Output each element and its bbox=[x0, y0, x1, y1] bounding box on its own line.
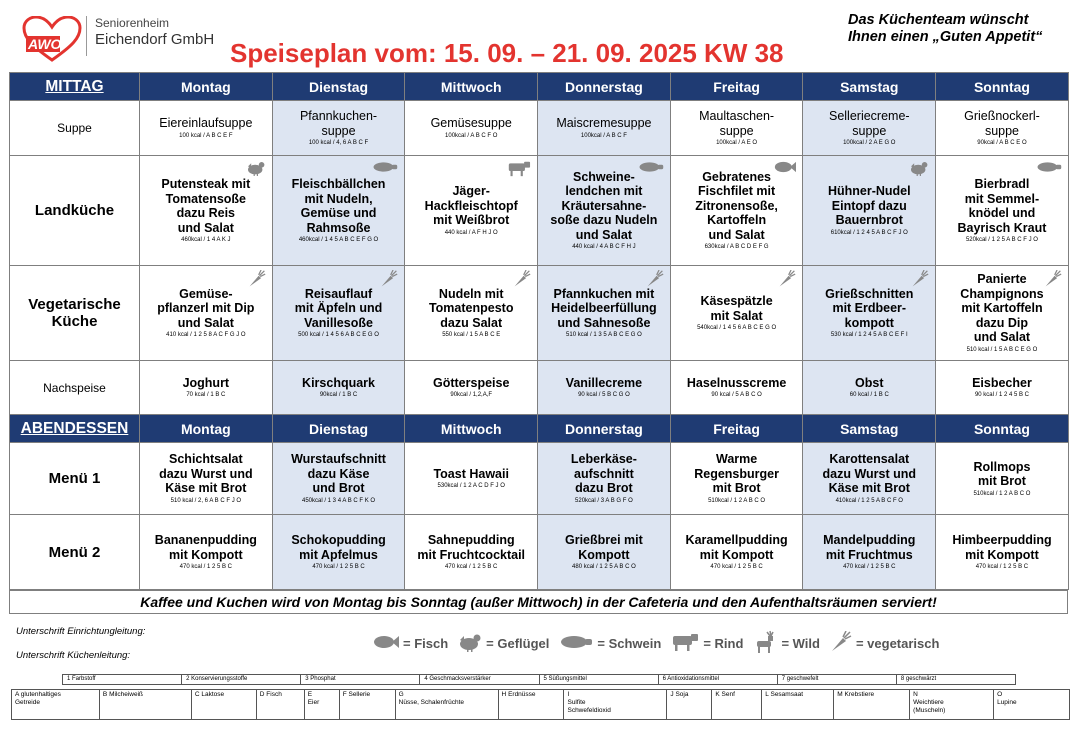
additive-item: 7 geschwefelt bbox=[778, 675, 897, 684]
dish-nutrition-info: 540kcal / 1 4 5 6 A B C E G O bbox=[697, 325, 777, 331]
menu-cell-suppe-donnerstag bbox=[538, 101, 671, 156]
awo-logo bbox=[22, 16, 82, 67]
menu-cell-nachspeise-dienstag bbox=[272, 361, 405, 415]
allergen-code: E bbox=[307, 691, 313, 698]
dish-name: Maiscremesuppe bbox=[556, 116, 652, 131]
allergen-item bbox=[762, 690, 834, 719]
org-line2: Eichendorf GmbH bbox=[95, 31, 215, 48]
menu-cell-landkueche-donnerstag bbox=[538, 156, 671, 266]
dish-nutrition-info: 90 kcal / 5 B C G O bbox=[578, 392, 630, 399]
dish-nutrition-info: 460kcal / 1 4 5 A B C E F G O bbox=[298, 237, 379, 243]
fish-icon bbox=[774, 160, 796, 174]
dish-name: Hühner-Nudel Eintopf dazu Bauernbrot bbox=[827, 184, 911, 228]
dish-nutrition-info: 100kcal / A E O bbox=[716, 140, 758, 146]
dish-name: Eiereinlaufsuppe bbox=[159, 116, 253, 131]
day-header-dienstag: Dienstag bbox=[272, 73, 405, 101]
header-row-mittag bbox=[10, 73, 1069, 101]
chicken-icon bbox=[246, 160, 266, 176]
day-header-freitag: Freitag bbox=[670, 415, 803, 443]
dish-nutrition-info: 470 kcal / 1 2 5 B C bbox=[975, 564, 1029, 570]
dish-name: Grießnockerl- suppe bbox=[964, 109, 1040, 138]
allergen-name: Fisch bbox=[266, 691, 282, 698]
dish-name: Bierbradl mit Semmel- knödel und Bayrisch Kraut bbox=[957, 177, 1047, 235]
menu-cell-menue1-sonntag bbox=[936, 443, 1069, 515]
greeting-line2: Ihnen einen „Guten Appetit“ bbox=[848, 29, 1043, 45]
allergen-name: Soja bbox=[675, 691, 689, 698]
menu-table bbox=[9, 72, 1069, 590]
allergen-name: Sesamsaat bbox=[770, 691, 804, 698]
menu-row-nachspeise bbox=[10, 361, 1069, 415]
allergen-name: Sellerie bbox=[348, 691, 371, 698]
deer-icon bbox=[753, 630, 777, 657]
dish-name: Sahnepudding mit Fruchtcocktail bbox=[417, 533, 526, 562]
allergen-name: Krebstiere bbox=[844, 691, 875, 698]
dish-nutrition-info: 470 kcal / 1 2 5 B C bbox=[445, 564, 498, 570]
dish-nutrition-info: 100kcal / 2 A E G O bbox=[843, 140, 896, 146]
menu-cell-nachspeise-mittwoch bbox=[405, 361, 538, 415]
legend-poultry: = Geflügel bbox=[458, 632, 549, 655]
day-header-sonntag: Sonntag bbox=[936, 415, 1069, 443]
menu-cell-vegetarisch-mittwoch bbox=[405, 266, 538, 361]
dish-nutrition-info: 530kcal / 1 2 A C D F J O bbox=[437, 483, 505, 490]
menu-cell-menue1-donnerstag bbox=[538, 443, 671, 515]
dish-name: Warme Regensburger mit Brot bbox=[694, 452, 779, 496]
dish-name: Karottensalat dazu Wurst und Käse mit Brot bbox=[822, 452, 917, 496]
dish-nutrition-info: 90kcal / A B C E O bbox=[977, 140, 1027, 146]
dish-name: Eisbecher bbox=[972, 375, 1032, 390]
organization-name bbox=[86, 16, 214, 56]
row-label-nachspeise: Nachspeise bbox=[10, 361, 140, 415]
dish-name: Kirschquark bbox=[302, 375, 375, 390]
dish-nutrition-info: 550 kcal / 1 5 A B C E bbox=[442, 332, 501, 339]
menu-cell-landkueche-montag bbox=[140, 156, 273, 266]
dish-name: Grießschnitten mit Erdbeer- kompott bbox=[825, 286, 914, 330]
dish-nutrition-info: 530 kcal / 1 2 4 5 A B C E F I bbox=[830, 332, 908, 339]
dish-name: Putensteak mit Tomatensoße dazu Reis und Salat bbox=[161, 177, 251, 235]
menu-cell-menue1-samstag bbox=[803, 443, 936, 515]
menu-cell-landkueche-dienstag bbox=[272, 156, 405, 266]
dish-nutrition-info: 610kcal / 1 2 4 5 A B C F J O bbox=[830, 229, 908, 236]
allergen-item bbox=[834, 690, 910, 719]
menu-cell-menue2-montag bbox=[140, 515, 273, 590]
section-label-mittag: MITTAG bbox=[10, 73, 140, 101]
allergen-code: L bbox=[765, 691, 769, 698]
signature-facility: Unterschrift Einrichtungleitung: bbox=[16, 626, 146, 637]
menu-cell-menue2-samstag bbox=[803, 515, 936, 590]
menu-cell-suppe-dienstag bbox=[272, 101, 405, 156]
menu-cell-menue1-dienstag bbox=[272, 443, 405, 515]
chicken-icon bbox=[909, 160, 929, 176]
allergen-code: F bbox=[342, 691, 347, 698]
pig-icon bbox=[559, 634, 593, 653]
dish-nutrition-info: 100 kcal / A B C E F bbox=[179, 132, 233, 139]
menu-row-suppe bbox=[10, 101, 1069, 156]
chicken-icon bbox=[458, 632, 482, 655]
dish-nutrition-info: 470 kcal / 1 2 5 B C bbox=[179, 564, 233, 570]
menu-cell-suppe-montag bbox=[140, 101, 273, 156]
dish-nutrition-info: 510 kcal / 1 5 A B C E G O bbox=[966, 346, 1038, 353]
dish-nutrition-info: 520kcal / 1 2 5 A B C F J O bbox=[965, 237, 1038, 243]
dish-name: Gebratenes Fischfilet mit Zitronensoße, Kartoffeln und Salat bbox=[695, 169, 778, 242]
allergen-item bbox=[257, 690, 305, 719]
greeting-line1: Das Küchenteam wünscht bbox=[848, 12, 1029, 28]
allergen-item bbox=[340, 690, 396, 719]
dish-nutrition-info: 90kcal / 1 B C bbox=[319, 392, 358, 399]
additive-item: 8 geschwärzt bbox=[900, 676, 937, 682]
carrot-icon bbox=[646, 270, 664, 288]
menu-row-menue1 bbox=[10, 443, 1069, 515]
section-label-abendessen: ABENDESSEN bbox=[10, 415, 140, 443]
menu-cell-menue1-mittwoch bbox=[405, 443, 538, 515]
dish-name: Nudeln mit Tomatenpesto dazu Salat bbox=[428, 286, 514, 330]
dish-name: Pfannkuchen- suppe bbox=[299, 109, 378, 138]
menu-cell-menue1-montag bbox=[140, 443, 273, 515]
allergen-code: A bbox=[15, 691, 19, 698]
dish-nutrition-info: 70 kcal / 1 B C bbox=[186, 392, 226, 399]
allergen-name: Laktose bbox=[201, 691, 225, 698]
additive-item: 6 Antioxidationsmittel bbox=[659, 675, 778, 684]
day-header-mittwoch: Mittwoch bbox=[405, 73, 538, 101]
dish-name: Toast Hawaii bbox=[433, 466, 509, 481]
allergen-item bbox=[994, 690, 1069, 719]
allergen-item bbox=[910, 690, 994, 719]
day-header-mittwoch: Mittwoch bbox=[405, 415, 538, 443]
dish-nutrition-info: 510 kcal / 1 3 5 A B C E G O bbox=[566, 332, 642, 339]
dish-name: Reisauflauf mit Äpfeln und Vanillesoße bbox=[294, 286, 383, 330]
dish-nutrition-info: 510kcal / 1 2 A B C O bbox=[708, 497, 766, 504]
dish-nutrition-info: 470 kcal / 1 2 5 B C bbox=[312, 564, 365, 570]
dish-nutrition-info: 100kcal / A B C F bbox=[580, 132, 627, 139]
dish-nutrition-info: 510kcal / 1 2 A B C O bbox=[973, 490, 1031, 497]
dish-name: Obst bbox=[855, 375, 884, 390]
allergen-code: N bbox=[913, 691, 918, 698]
allergen-item bbox=[396, 690, 499, 719]
menu-row-menue2 bbox=[10, 515, 1069, 590]
dish-name: Götterspeise bbox=[433, 375, 510, 390]
allergen-code: D bbox=[259, 691, 265, 698]
dish-name: Pfannkuchen mit Heidelbeerfüllung und Sahnesoße bbox=[551, 286, 657, 330]
menu-cell-nachspeise-sonntag bbox=[936, 361, 1069, 415]
row-label-vegetarisch: Vegetarische Küche bbox=[10, 266, 140, 361]
dish-nutrition-info: 410kcal / 1 2 5 A B C F O bbox=[835, 497, 903, 504]
cow-icon bbox=[671, 632, 699, 655]
pig-icon bbox=[1036, 160, 1062, 174]
org-line1: Seniorenheim bbox=[95, 16, 170, 30]
day-header-montag: Montag bbox=[140, 73, 273, 101]
dish-nutrition-info: 630kcal / A B C D E F G bbox=[704, 244, 769, 251]
pig-icon bbox=[372, 160, 398, 174]
day-header-donnerstag: Donnerstag bbox=[538, 73, 671, 101]
dish-name: Vanillecreme bbox=[565, 375, 643, 390]
menu-cell-menue2-mittwoch bbox=[405, 515, 538, 590]
allergen-code: C bbox=[194, 691, 200, 698]
dish-name: Schweine- lendchen mit Kräutersahne- soße dazu Nudeln und Salat bbox=[550, 169, 658, 242]
header-row-abendessen bbox=[10, 415, 1069, 443]
allergen-code: O bbox=[997, 691, 1003, 698]
menu-cell-menue2-dienstag bbox=[272, 515, 405, 590]
allergen-code: K bbox=[715, 691, 720, 698]
menu-cell-landkueche-sonntag bbox=[936, 156, 1069, 266]
greeting bbox=[848, 12, 1042, 46]
menu-cell-landkueche-samstag bbox=[803, 156, 936, 266]
logo-text: AWO bbox=[28, 36, 62, 52]
carrot-icon bbox=[248, 270, 266, 288]
dish-nutrition-info: 450kcal / 1 3 4 A B C F K O bbox=[302, 497, 376, 504]
dish-nutrition-info: 100kcal / A B C F O bbox=[445, 132, 498, 139]
row-label-menue2: Menü 2 bbox=[10, 515, 140, 590]
dish-nutrition-info: 90 kcal / 5 A B C O bbox=[711, 392, 762, 399]
carrot-icon bbox=[830, 631, 852, 656]
dish-nutrition-info: 60 kcal / 1 B C bbox=[849, 392, 889, 399]
day-header-freitag: Freitag bbox=[670, 73, 803, 101]
allergen-code: I bbox=[567, 691, 570, 698]
allergen-code: G bbox=[398, 691, 404, 698]
allergen-name: Weichtiere (Muscheln) bbox=[913, 699, 946, 714]
dish-name: Maultaschen- suppe bbox=[699, 109, 775, 138]
allergens-table bbox=[11, 689, 1070, 720]
dish-nutrition-info: 460kcal / 1 4 A K J bbox=[181, 237, 231, 243]
dish-name: Bananenpudding mit Kompott bbox=[154, 533, 257, 562]
dish-name: Karamellpudding mit Kompott bbox=[685, 533, 788, 562]
legend-vegetarian: = vegetarisch bbox=[830, 631, 939, 656]
menu-cell-landkueche-freitag bbox=[670, 156, 803, 266]
dish-name: Haselnusscreme bbox=[686, 375, 787, 390]
dish-name: Rollmops mit Brot bbox=[973, 459, 1031, 488]
carrot-icon bbox=[1044, 270, 1062, 288]
menu-cell-menue2-freitag bbox=[670, 515, 803, 590]
menu-cell-nachspeise-freitag bbox=[670, 361, 803, 415]
legend-game: = Wild bbox=[753, 630, 820, 657]
additives-table bbox=[62, 674, 1016, 685]
additive-item: 2 Konservierungsstoffe bbox=[182, 675, 301, 684]
menu-cell-menue1-freitag bbox=[670, 443, 803, 515]
allergen-item bbox=[305, 690, 340, 719]
day-header-dienstag: Dienstag bbox=[272, 415, 405, 443]
dish-name: Gemüsesuppe bbox=[430, 116, 512, 131]
dish-name: Leberkäse- aufschnitt dazu Brot bbox=[570, 452, 637, 496]
pig-icon bbox=[638, 160, 664, 174]
menu-cell-menue2-sonntag bbox=[936, 515, 1069, 590]
dish-nutrition-info: 100 kcal / 4, 6 A B C F bbox=[308, 140, 369, 146]
additive-item: 1 Farbstoff bbox=[63, 675, 182, 684]
allergen-name: Nüsse, Schalenfrüchte bbox=[398, 699, 465, 706]
menu-row-landkueche bbox=[10, 156, 1069, 266]
allergen-item bbox=[564, 690, 667, 719]
menu-cell-vegetarisch-montag bbox=[140, 266, 273, 361]
dish-nutrition-info: 520kcal / 3 A B G F O bbox=[575, 497, 633, 504]
row-label-suppe: Suppe bbox=[10, 101, 140, 156]
cow-icon bbox=[507, 160, 531, 177]
page-title: Speiseplan vom: 15. 09. – 21. 09. 2025 KW 38 bbox=[230, 38, 784, 68]
allergen-name: Eier bbox=[307, 699, 320, 706]
menu-cell-suppe-samstag bbox=[803, 101, 936, 156]
allergen-code: J bbox=[670, 691, 674, 698]
dish-name: Käsespätzle mit Salat bbox=[700, 294, 773, 323]
carrot-icon bbox=[380, 270, 398, 288]
legend-pork: = Schwein bbox=[559, 634, 661, 653]
dish-nutrition-info: 410 kcal / 1 2 5 8 A C F G J O bbox=[166, 332, 246, 339]
allergen-name: Senf bbox=[721, 691, 735, 698]
icon-legend bbox=[373, 630, 939, 657]
row-label-menue1: Menü 1 bbox=[10, 443, 140, 515]
dish-nutrition-info: 90 kcal / 1 2 4 5 B C bbox=[974, 392, 1029, 399]
allergen-item bbox=[712, 690, 762, 719]
menu-cell-nachspeise-montag bbox=[140, 361, 273, 415]
dish-nutrition-info: 440 kcal / 4 A B C F H J bbox=[572, 244, 636, 251]
dish-name: Himbeerpudding mit Kompott bbox=[952, 533, 1052, 562]
allergen-item bbox=[12, 690, 100, 719]
dish-nutrition-info: 510 kcal / 2, 6 A B C F J O bbox=[170, 497, 242, 504]
dish-name: Fleischbällchen mit Nudeln, Gemüse und Rahmsoße bbox=[291, 177, 386, 235]
menu-cell-suppe-sonntag bbox=[936, 101, 1069, 156]
dish-name: Wurstaufschnitt dazu Käse und Brot bbox=[291, 452, 386, 496]
dish-name: Panierte Champignons mit Kartoffeln dazu Dip und Salat bbox=[960, 272, 1044, 345]
carrot-icon bbox=[778, 270, 796, 288]
dish-name: Gemüse- pflanzerl mit Dip und Salat bbox=[157, 286, 255, 330]
day-header-donnerstag: Donnerstag bbox=[538, 415, 671, 443]
allergen-code: M bbox=[837, 691, 843, 698]
carrot-icon bbox=[513, 270, 531, 288]
menu-cell-landkueche-mittwoch bbox=[405, 156, 538, 266]
dish-nutrition-info: 480 kcal / 1 2 5 A B C O bbox=[572, 564, 636, 570]
dish-nutrition-info: 470 kcal / 1 2 5 B C bbox=[843, 564, 896, 570]
allergen-code: H bbox=[501, 691, 507, 698]
dish-name: Jäger- Hackfleischtopf mit Weißbrot bbox=[424, 184, 518, 228]
signature-kitchen: Unterschrift Küchenleitung: bbox=[16, 650, 131, 661]
allergen-name: Sulfite Schwefeldioxid bbox=[567, 699, 611, 714]
dish-nutrition-info: 440 kcal / A F H J O bbox=[444, 229, 498, 236]
dish-nutrition-info: 90kcal / 1,2,A,F bbox=[450, 392, 493, 399]
dish-name: Joghurt bbox=[182, 375, 230, 390]
day-header-samstag: Samstag bbox=[803, 415, 936, 443]
menu-cell-vegetarisch-freitag bbox=[670, 266, 803, 361]
menu-cell-suppe-freitag bbox=[670, 101, 803, 156]
cafeteria-note: Kaffee und Kuchen wird von Montag bis Sonntag (außer Mittwoch) in der Cafeteria und den Aufenthaltsräumen serviert! bbox=[9, 590, 1068, 614]
dish-name: Schokopudding mit Apfelmus bbox=[291, 533, 386, 562]
day-header-montag: Montag bbox=[140, 415, 273, 443]
additive-item: 5 Süßungsmittel bbox=[540, 675, 659, 684]
dish-nutrition-info: 500 kcal / 1 4 5 6 A B C E G O bbox=[298, 332, 379, 339]
day-header-samstag: Samstag bbox=[803, 73, 936, 101]
allergen-name: Erdnüsse bbox=[508, 691, 536, 698]
dish-nutrition-info: 470 kcal / 1 2 5 B C bbox=[710, 564, 763, 570]
menu-cell-vegetarisch-donnerstag bbox=[538, 266, 671, 361]
day-header-sonntag: Sonntag bbox=[936, 73, 1069, 101]
menu-cell-nachspeise-samstag bbox=[803, 361, 936, 415]
dish-name: Schichtsalat dazu Wurst und Käse mit Brot bbox=[159, 452, 253, 496]
allergen-code: B bbox=[102, 691, 108, 698]
menu-cell-suppe-mittwoch bbox=[405, 101, 538, 156]
legend-fish: = Fisch bbox=[373, 634, 448, 653]
carrot-icon bbox=[911, 270, 929, 288]
menu-cell-vegetarisch-sonntag bbox=[936, 266, 1069, 361]
fish-icon bbox=[373, 634, 399, 653]
legend-beef: = Rind bbox=[671, 632, 743, 655]
allergen-name: Milcheiweiß bbox=[109, 691, 144, 698]
allergen-item bbox=[100, 690, 192, 719]
menu-cell-menue2-donnerstag bbox=[538, 515, 671, 590]
dish-name: Selleriecreme- suppe bbox=[828, 109, 910, 138]
allergen-name: Lupine bbox=[997, 699, 1017, 706]
dish-name: Mandelpudding mit Fruchtmus bbox=[823, 533, 916, 562]
dish-name: Grießbrei mit Kompott bbox=[565, 533, 643, 562]
allergen-item bbox=[192, 690, 257, 719]
menu-cell-vegetarisch-samstag bbox=[803, 266, 936, 361]
additive-item: 3 Phosphat bbox=[301, 675, 420, 684]
allergen-name: glutenhaltiges Getreide bbox=[15, 691, 61, 706]
additive-item: 4 Geschmacksverstärker bbox=[420, 675, 539, 684]
menu-cell-nachspeise-donnerstag bbox=[538, 361, 671, 415]
allergen-item bbox=[499, 690, 565, 719]
row-label-landkueche: Landküche bbox=[10, 156, 140, 266]
menu-cell-vegetarisch-dienstag bbox=[272, 266, 405, 361]
allergen-item bbox=[667, 690, 712, 719]
menu-row-vegetarisch bbox=[10, 266, 1069, 361]
